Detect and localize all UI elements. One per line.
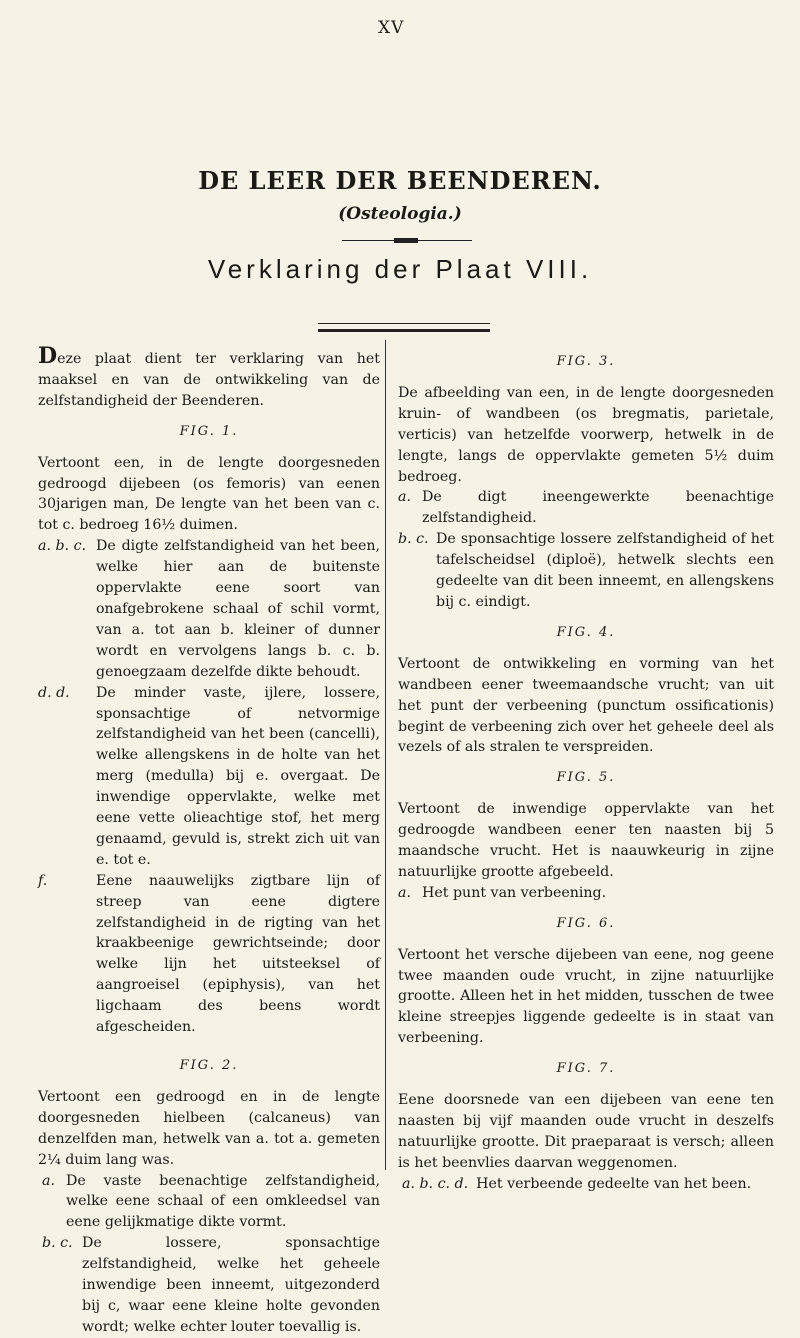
subtitle: (Osteologia.)	[338, 204, 462, 224]
intro-paragraph: Deze plaat dient ter verklaring van het maaksel en van de ontwikkeling van de zelfstandigheid der Beenderen.	[38, 343, 380, 409]
fig1-heading: FIG. 1.	[179, 423, 239, 439]
fig6-description: Vertoont het versche dijebeen van eene, nog geene twee maanden oude vrucht, in zijne natuurlijke grootte. Alleen het in het midden, tusschen de twee kleine streepjes liggende gedeelte is in staat van verbeening.	[398, 946, 774, 1047]
fig7-description: Eene doorsnede van een dijebeen van eene ten naasten bij vijf maanden oude vrucht in deszelfs natuurlijke grootte. Dit praeparaat is versch; alleen is het beenvlies daarvan weggenomen.	[398, 1092, 774, 1171]
page-number: XV	[378, 18, 405, 38]
fig3-description: De afbeelding van een, in de lengte doorgesneden kruin- of wandbeen (os bregmatis, parietale, verticis) van hetzelfde voorwerp, hetwelk in de lengte, langs de oppervlakte gemeten 5½ duim bedroeg.	[398, 384, 774, 485]
fig1-item-f	[38, 871, 380, 1038]
item-label: a.	[398, 489, 411, 506]
fig5-heading: FIG. 5.	[556, 770, 616, 786]
item-label: f.	[38, 872, 48, 889]
fig5-item-a	[398, 883, 774, 904]
fig4-heading: FIG. 4.	[556, 624, 616, 640]
column-divider	[385, 340, 386, 1170]
item-text: Het verbeende gedeelte van het been.	[476, 1175, 752, 1192]
item-label: d. d.	[38, 684, 70, 701]
fig2-item-bc	[38, 1233, 380, 1338]
item-text: De sponsachtige lossere zelfstandigheid of het tafelscheidsel (diploë), hetwelk slechts een gedeelte van dit been inneemt, en allengskens bij c. eindigt.	[436, 531, 774, 610]
fig3-heading: FIG. 3.	[556, 354, 616, 369]
item-label: a.	[42, 1172, 55, 1189]
right-column	[398, 346, 774, 1195]
double-rule-divider	[318, 323, 490, 332]
item-text: Eene naauwelijks zigtbare lijn of streep van eene digtere zelfstandigheid in de rigting van het kraakbeenige gewrichtseinde; door welke lijn het uitsteeksel of aangroeisel (epiphysis), van het ligchaam des beens wordt afgescheiden.	[96, 872, 380, 1036]
item-label: a. b. c. d.	[402, 1175, 469, 1192]
item-text: De digte zelfstandigheid van het been, welke hier aan de buitenste oppervlakte eene soort van onafgebrokene schaal of schil vormt, van a. tot aan b. kleiner of dunner wordt en vervolgens langs b. c. b. genoegzaam dezelfde dikte behoudt.	[96, 538, 380, 680]
item-label: a.	[398, 884, 411, 901]
main-title: DE LEER DER BEENDEREN.	[198, 166, 602, 195]
fig1-item-dd	[38, 683, 380, 871]
item-label: b. c.	[42, 1235, 73, 1252]
fig1-description: Vertoont een, in de lengte doorgesneden gedroogd dijebeen (os femoris) van eenen 30jarigen man, De lengte van het been van c. tot c. bedroeg 16½ duimen.	[38, 454, 380, 534]
ornament-divider	[342, 238, 472, 244]
item-text: Het punt van verbeening.	[422, 884, 607, 901]
item-label: b. c.	[398, 531, 429, 548]
fig2-description: Vertoont een gedroogd en in de lengte doorgesneden hielbeen (calcaneus) van denzelfden man, hetwelk van a. tot a. gemeten 2¼ duim lang was.	[38, 1088, 380, 1168]
item-text: De vaste beenachtige zelfstandigheid, welke eene schaal of een omkleedsel van eene gelijkmatige dikte vormt.	[66, 1172, 380, 1231]
item-label: a. b. c.	[38, 538, 87, 555]
fig7-item-abcd	[398, 1174, 774, 1195]
fig3-item-a	[398, 487, 774, 529]
fig2-heading: FIG. 2.	[179, 1058, 239, 1073]
fig3-item-bc	[398, 529, 774, 613]
fig1-item-abc	[38, 536, 380, 682]
item-text: De minder vaste, ijlere, lossere, sponsachtige of netvormige zelfstandigheid van het been (cancelli), welke allengskens in de holte van het merg (medulla) bij e. overgaat. De inwendige oppervlakte, welke met eene vette olieachtige stof, het merg genaamd, gevuld is, strekt zich uit van e. tot e.	[96, 684, 380, 868]
left-column	[38, 343, 380, 1338]
fig5-description: Vertoont de inwendige oppervlakte van het gedroogde wandbeen eener ten naasten bij 5 maandsche vrucht. Het is naauwkeurig in zijne natuurlijke grootte afgebeeld.	[398, 801, 774, 880]
fig4-description: Vertoont de ontwikkeling en vorming van het wandbeen eener tweemaandsche vrucht; van uit het punt der verbeening (punctum ossificationis) begint de verbeening zich over het geheele deel als vezels of als stralen te verspreiden.	[398, 655, 774, 756]
fig7-heading: FIG. 7.	[556, 1061, 616, 1077]
fig6-heading: FIG. 6.	[556, 915, 616, 931]
item-text: De digt ineengewerkte beenachtige zelfstandigheid.	[422, 489, 774, 527]
item-text: De lossere, sponsachtige zelfstandigheid, welke het geheele inwendige been inneemt, uitgezonderd bij c, waar eene kleine holte gevonden wordt; welke echter louter toevallig is.	[82, 1235, 380, 1335]
plate-title: Verklaring der Plaat VIII.	[207, 254, 593, 284]
